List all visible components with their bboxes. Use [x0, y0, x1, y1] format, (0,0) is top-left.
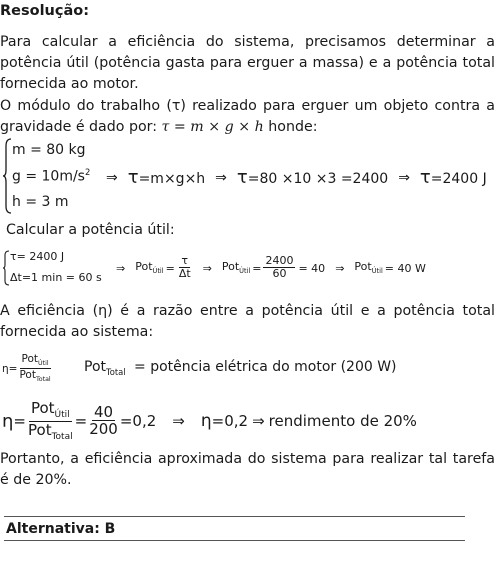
- calc-label: Calcular a potência útil:: [6, 222, 175, 238]
- pot-util-label: Pot$_{Útil}$: [354, 260, 383, 276]
- efficiency-calc-fraction-pot: $\frac{Pot_{Útil}}{Pot_{Total}}$: [28, 398, 73, 442]
- power-result: = 40: [298, 261, 326, 275]
- answer-bottom-rule: [4, 540, 465, 541]
- work-paragraph: O módulo do trabalho (τ) realizado para erguer um objeto contra a gravidade é dado por: τ = m × g × h honde:: [0, 98, 495, 135]
- implies-arrow: ⇒: [252, 412, 265, 430]
- efficiency-result-2: =0,2: [211, 412, 249, 430]
- work-paragraph-text: O módulo do trabalho (τ) realizado para erguer um objeto contra a gravidade é dado por:: [0, 98, 495, 135]
- given-brace: [2, 138, 12, 218]
- power-brace: [2, 250, 10, 290]
- efficiency-text: rendimento de 20%: [268, 412, 417, 430]
- power-chain: ⇒ Pot$_{Útil}$ = $\frac{\tau}{\Delta t}$ ⇒ Pot$_{Útil}$ = $\frac{2400}{60}$ = 40 ⇒ Pot$_{Útil}$ = 40 W: [116, 254, 426, 281]
- power-tau: τ= 2400 J: [10, 250, 65, 263]
- pot-util-label: Pot$_{Útil}$: [135, 260, 164, 276]
- brace-icon: [2, 138, 12, 214]
- efficiency-calculation: η = $\frac{Pot_{Útil}}{Pot_{Total}}$ = $\frac{40}{200}$ =0,2 ⇒ η =0,2 ⇒ rendimento de 20%: [2, 398, 417, 442]
- implies-arrow: ⇒: [172, 412, 185, 430]
- work-step-2: τ=80 ×10 ×3 =2400: [236, 167, 389, 188]
- efficiency-paragraph: A eficiência (η) é a razão entre a potência útil e a potência total fornecida ao sistema:: [0, 303, 495, 340]
- given-m: m = 80 kg: [12, 142, 86, 158]
- implies-arrow: ⇒: [398, 169, 410, 186]
- implies-arrow: ⇒: [335, 261, 345, 275]
- brace-icon: [2, 250, 10, 286]
- efficiency-calc-fraction-values: $\frac{40}{200}$: [89, 402, 118, 439]
- conclusion-paragraph: Portanto, a eficiência aproximada do sistema para realizar tal tarefa é de 20%.: [0, 451, 495, 488]
- efficiency-definition: η = $\frac{Pot_{Útil}}{Pot_{Total}}$: [2, 353, 51, 384]
- pot-total-description: Pot$_{Total}$ = potência elétrica do motor (200 W): [84, 359, 397, 377]
- given-h: h = 3 m: [12, 194, 69, 210]
- tau-over-dt: $\frac{\tau}{\Delta t}$: [178, 254, 191, 281]
- efficiency-result: =0,2: [119, 412, 157, 430]
- pot-util-label: Pot$_{Útil}$: [221, 260, 251, 276]
- intro-paragraph: Para calcular a eficiência do sistema, precisamos determinar a potência útil (potência gasta para erguer a massa) e a potência total fornecida ao motor.: [0, 34, 495, 92]
- implies-arrow: ⇒: [106, 169, 118, 186]
- implies-arrow: ⇒: [215, 169, 227, 186]
- work-formula: τ = m × g × h: [161, 119, 264, 135]
- work-step-1: τ=m×g×h: [127, 167, 206, 188]
- answer-top-rule: [4, 516, 465, 517]
- heading: Resolução:: [0, 3, 90, 19]
- implies-arrow: ⇒: [202, 261, 212, 275]
- answer-label: Alternativa: B: [6, 521, 116, 537]
- efficiency-fraction: $\frac{Pot_{Útil}}{Pot_{Total}}$: [19, 353, 51, 384]
- work-chain: [106, 167, 487, 188]
- work-step-3: τ=2400 J: [419, 167, 487, 188]
- power-final: = 40 W: [384, 261, 426, 275]
- power-fraction: $\frac{2400}{60}$: [265, 254, 294, 281]
- work-paragraph-suffix: onde:: [277, 119, 318, 135]
- given-g: $g = 10m/s^2$: [12, 167, 91, 185]
- power-dt: Δt=1 min = 60 s: [10, 271, 102, 284]
- implies-arrow: ⇒: [116, 261, 126, 275]
